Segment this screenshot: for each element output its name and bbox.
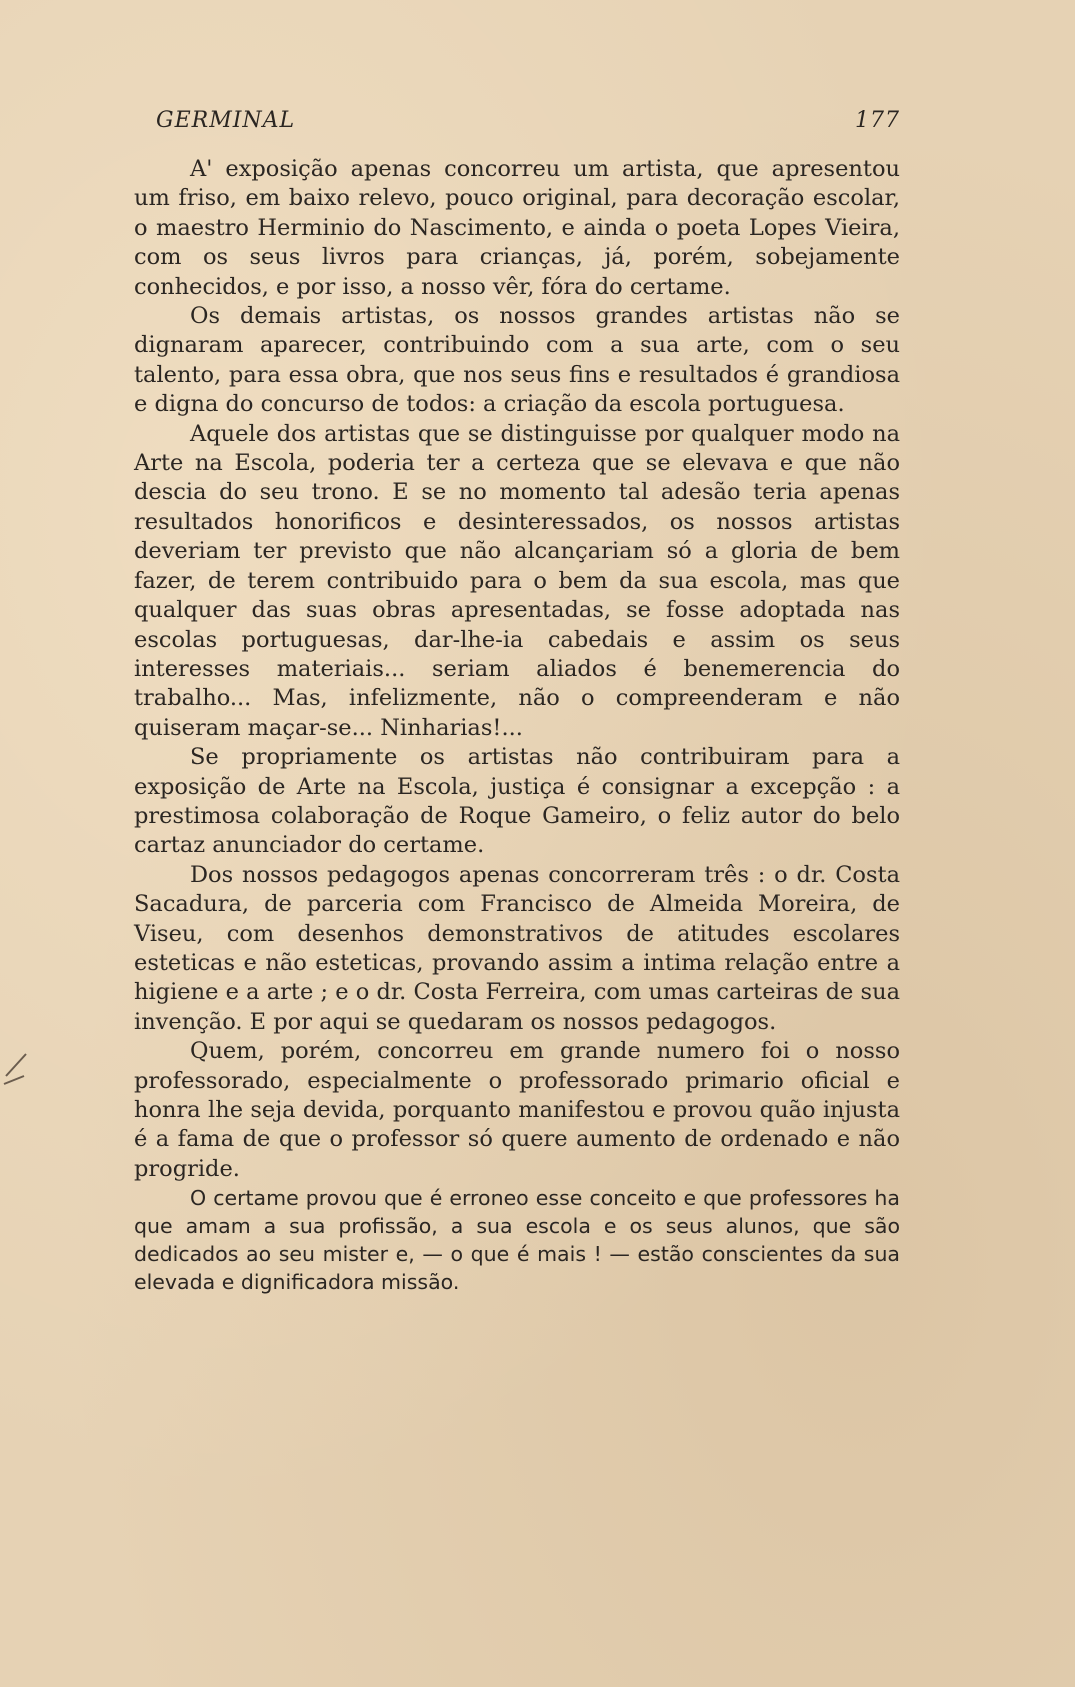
- body-text: [134, 155, 900, 1296]
- paragraph-2: Os demais artistas, os nossos grandes artistas não se dignaram aparecer, contribuindo com a sua arte, com o seu talento, para essa obra, que nos seus fins e resultados é grandiosa e digna do concurso de todos: a criação da escola portuguesa.: [134, 303, 900, 418]
- paragraph-6: Quem, porém, concorreu em grande numero foi o nosso professorado, especialmente o professorado primario oficial e honra lhe seja devida, porquanto manifestou e provou quão injusta é a fama de que o professor só quere aumento de ordenado e não progride.: [134, 1038, 900, 1182]
- paragraph-7: O certame provou que é erroneo esse conceito e que professores ha que amam a sua profissão, a sua escola e os seus alunos, que são dedicados ao seu mister e, — o que é mais ! — estão conscientes da sua elevada e dignificadora missão.: [134, 1186, 900, 1295]
- paragraph-3: Aquele dos artistas que se distinguisse por qualquer modo na Arte na Escola, poderia ter a certeza que se elevava e que não descia do seu trono. E se no momento tal adesão teria apenas resultados honorificos e desinteressados, os nossos artistas deveriam ter previsto que não alcançariam só a gloria de bem fazer, de terem contribuido para o bem da sua escola, mas que qualquer das suas obras apresentadas, se fosse adoptada nas escolas portuguesas, dar-lhe-ia cabedais e assim os seus interesses materiais... seriam aliados é benemerencia do trabalho... Mas, infelizmente, não o compreenderam e não quiseram maçar-se... Ninharias!...: [134, 420, 900, 741]
- running-title: GERMINAL: [156, 108, 296, 133]
- paragraph-5: Dos nossos pedagogos apenas concorreram três : o dr. Costa Sacadura, de parceria com Francisco de Almeida Moreira, de Viseu, com desenhos demonstrativos de atitudes escolares esteticas e não esteticas, provando assim a intima relação entre a higiene e a arte ; e o dr. Costa Ferreira, com umas carteiras de sua invenção. E por aqui se quedaram os nossos pedagogos.: [134, 861, 900, 1035]
- margin-mark-icon: [0, 1050, 28, 1090]
- running-header: [156, 108, 900, 138]
- page-number: 177: [855, 108, 900, 133]
- paragraph-4: Se propriamente os artistas não contribuiram para a exposição de Arte na Escola, justiça é consignar a excepção : a prestimosa colaboração de Roque Gameiro, o feliz autor do belo cartaz anunciador do certame.: [134, 744, 900, 859]
- paragraph-1: A' exposição apenas concorreu um artista, que apresentou um friso, em baixo relevo, pouco original, para decoração escolar, o maestro Herminio do Nascimento, e ainda o poeta Lopes Vieira, com os seus livros para crianças, já, porém, sobejamente conhecidos, e por isso, a nosso vêr, fóra do certame.: [134, 156, 900, 300]
